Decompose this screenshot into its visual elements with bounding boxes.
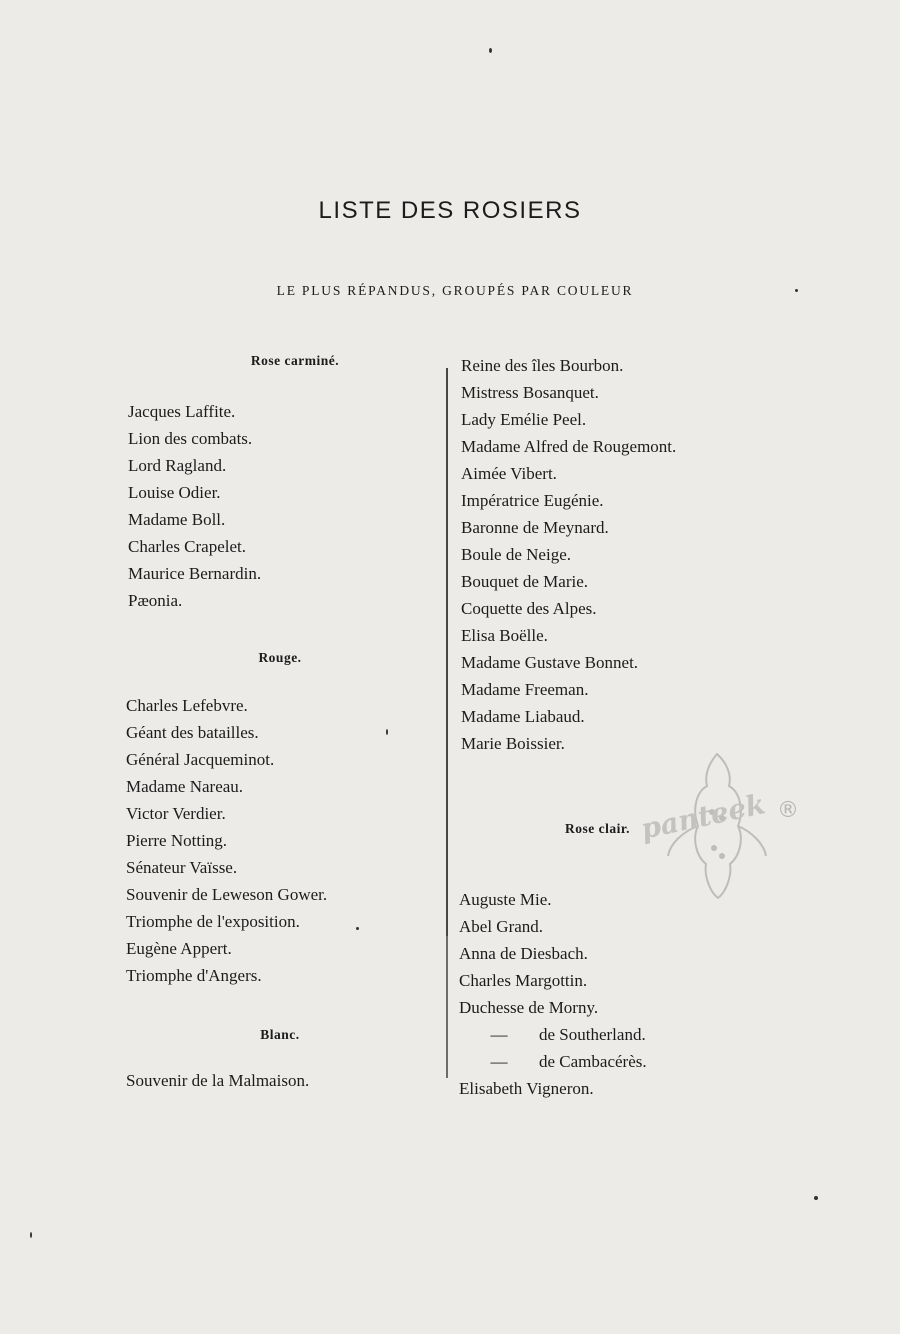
- paper-speck: [814, 1196, 818, 1200]
- list-item: Jacques Laffite.: [128, 402, 236, 421]
- list-item: Aimée Vibert.: [461, 464, 557, 483]
- list-item: Victor Verdier.: [126, 804, 226, 823]
- rose-carmine-list: [126, 398, 426, 614]
- list-item: Charles Crapelet.: [128, 537, 247, 556]
- ditto-dash: —: [490, 1052, 508, 1071]
- left-column: [126, 353, 426, 1094]
- list-item: Louise Odier.: [128, 483, 221, 502]
- list-item: Madame Boll.: [128, 510, 226, 529]
- list-item: Eugène Appert.: [126, 939, 232, 958]
- list-item: Madame Alfred de Rougemont.: [461, 437, 677, 456]
- page-subtitle: LE PLUS RÉPANDUS, GROUPÉS PAR COULEUR: [276, 283, 634, 298]
- list-item: Triomphe de l'exposition.: [126, 912, 300, 931]
- list-item: Baronne de Meynard.: [461, 518, 609, 537]
- list-item: Maurice Bernardin.: [128, 564, 262, 583]
- watermark-registered-mark: ®: [777, 798, 799, 823]
- list-item: Pierre Notting.: [126, 831, 228, 850]
- list-item: Général Jacqueminot.: [126, 750, 275, 769]
- list-item-continuation: [459, 1021, 779, 1048]
- list-item: Madame Nareau.: [126, 777, 244, 796]
- column-divider: [446, 368, 448, 1078]
- list-item: Bouquet de Marie.: [461, 572, 588, 591]
- list-item: Souvenir de Leweson Gower.: [126, 885, 328, 904]
- list-item: Madame Gustave Bonnet.: [461, 653, 639, 672]
- page-title: LISTE DES ROSIERS: [318, 197, 582, 224]
- list-item: Madame Freeman.: [461, 680, 589, 699]
- list-item: Lord Ragland.: [128, 456, 227, 475]
- list-item: Elisa Boëlle.: [461, 626, 548, 645]
- rouge-list: [126, 692, 426, 989]
- watermark-text: panteek: [637, 787, 769, 846]
- list-item: Elisabeth Vigneron.: [459, 1079, 594, 1098]
- paper-speck: [356, 927, 359, 930]
- list-item: Auguste Mie.: [459, 890, 552, 909]
- list-item: Charles Margottin.: [459, 971, 588, 990]
- list-item: Duchesse de Morny.: [459, 998, 599, 1017]
- rose-clair-list: [459, 886, 779, 1102]
- paper-speck: [795, 289, 798, 292]
- section-heading-rose-clair: Rose clair.: [565, 821, 630, 836]
- list-item: Anna de Diesbach.: [459, 944, 588, 963]
- list-item: Impératrice Eugénie.: [461, 491, 604, 510]
- list-item-text: de Cambacérès.: [539, 1052, 647, 1071]
- list-item: Abel Grand.: [459, 917, 544, 936]
- list-item: Pæonia.: [128, 591, 183, 610]
- list-item-continuation: [459, 1048, 779, 1075]
- ditto-dash: —: [490, 1025, 508, 1044]
- list-item: Marie Boissier.: [461, 734, 565, 753]
- section-heading-rouge: Rouge.: [258, 650, 302, 665]
- list-item: Sénateur Vaïsse.: [126, 858, 238, 877]
- list-item: Lady Emélie Peel.: [461, 410, 587, 429]
- list-item: Reine des îles Bourbon.: [461, 356, 624, 375]
- paper-speck: [30, 1232, 32, 1238]
- list-item: Boule de Neige.: [461, 545, 571, 564]
- list-item: Mistress Bosanquet.: [461, 383, 599, 402]
- list-item: Madame Liabaud.: [461, 707, 585, 726]
- blanc-continued-list: [459, 352, 779, 757]
- right-column: [459, 353, 779, 1102]
- section-heading-blanc: Blanc.: [260, 1027, 300, 1042]
- list-item: Coquette des Alpes.: [461, 599, 597, 618]
- list-item: Charles Lefebvre.: [126, 696, 248, 715]
- paper-speck: [489, 48, 492, 53]
- list-item: Géant des batailles.: [126, 723, 259, 742]
- section-heading-rose-carmine: Rose carminé.: [250, 353, 340, 368]
- list-item-text: de Southerland.: [539, 1025, 646, 1044]
- list-item: Triomphe d'Angers.: [126, 966, 262, 985]
- list-item: Souvenir de la Malmaison.: [126, 1071, 310, 1090]
- list-item: Lion des combats.: [128, 429, 253, 448]
- blanc-list: [126, 1067, 426, 1094]
- paper-speck: [386, 729, 388, 735]
